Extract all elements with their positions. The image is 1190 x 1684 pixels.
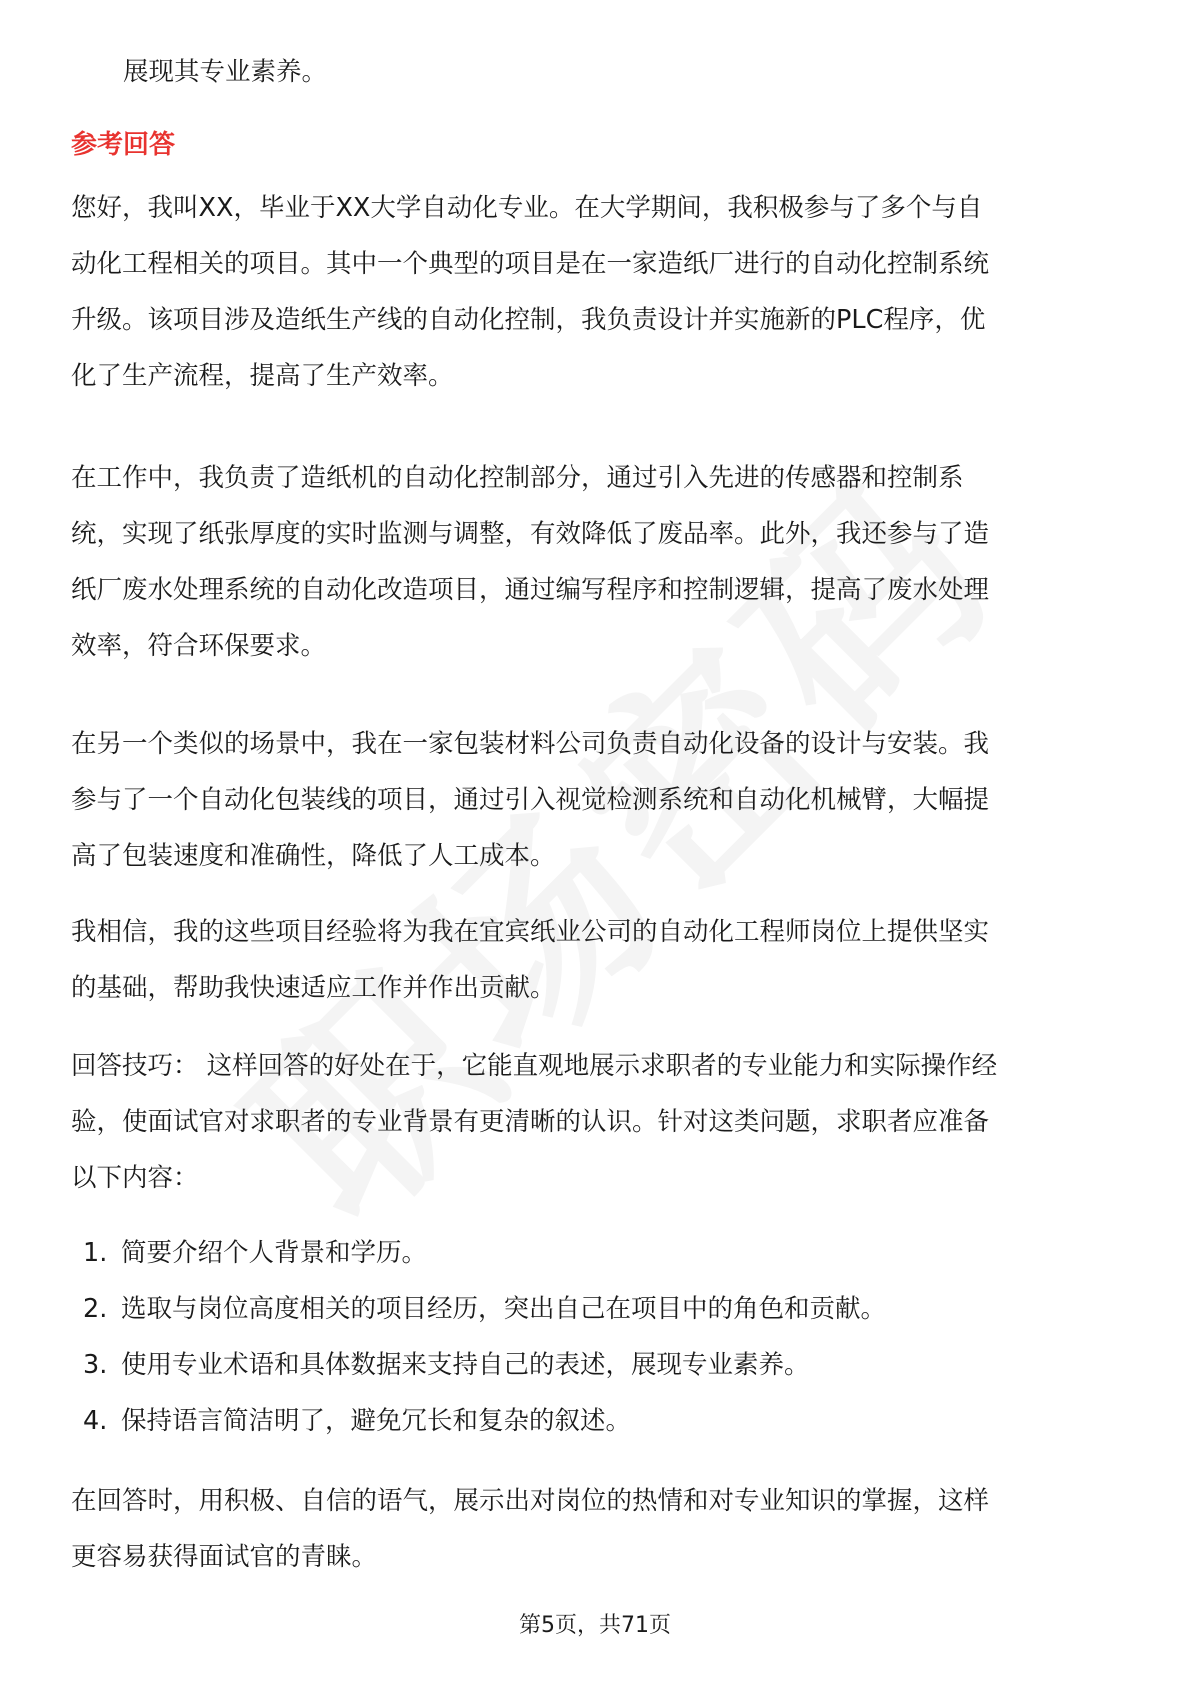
list-number: 4. [83, 1406, 108, 1436]
list-number: 1. [83, 1238, 108, 1268]
text-line: 更容易获得面试官的青睐。 [71, 1542, 378, 1572]
text-line: 参与了一个自动化包装线的项目，通过引入视觉检测系统和自动化机械臂，大幅提 [71, 785, 990, 815]
list-item [83, 1281, 886, 1337]
page-number-footer: 第5页，共71页 [519, 1613, 671, 1638]
text-line: 统，实现了纸张厚度的实时监测与调整，有效降低了废品率。此外，我还参与了造 [71, 519, 990, 549]
continued-text: 展现其专业素养。 [123, 57, 328, 87]
text-line: 以下内容： [71, 1163, 199, 1193]
list-text: 保持语言简洁明了，避免冗长和复杂的叙述。 [121, 1406, 632, 1436]
numbered-list [83, 1225, 886, 1449]
paragraph-belief [71, 904, 989, 1016]
text-line: 您好，我叫XX，毕业于XX大学自动化专业。在大学期间，我积极参与了多个与自 [71, 193, 983, 223]
text-line: 我相信，我的这些项目经验将为我在宜宾纸业公司的自动化工程师岗位上提供坚实 [71, 917, 990, 947]
list-text: 简要介绍个人背景和学历。 [121, 1238, 428, 1268]
paragraph-tips [71, 1038, 997, 1206]
list-number: 2. [83, 1294, 108, 1324]
text-line: 升级。该项目涉及造纸生产线的自动化控制，我负责设计并实施新的PLC程序，优 [71, 305, 986, 335]
text-line: 效率，符合环保要求。 [71, 631, 327, 661]
paragraph-work [71, 450, 989, 674]
list-item [83, 1225, 886, 1281]
list-item [83, 1393, 886, 1449]
text-line: 动化工程相关的项目。其中一个典型的项目是在一家造纸厂进行的自动化控制系统 [71, 249, 990, 279]
text-line: 纸厂废水处理系统的自动化改造项目，通过编写程序和控制逻辑，提高了废水处理 [71, 575, 990, 605]
list-item [83, 1337, 886, 1393]
list-text: 使用专业术语和具体数据来支持自己的表述，展现专业素养。 [121, 1350, 810, 1380]
text-line: 的基础，帮助我快速适应工作并作出贡献。 [71, 973, 556, 1003]
paragraph-packaging [71, 716, 989, 884]
list-number: 3. [83, 1350, 108, 1380]
text-line: 在回答时，用积极、自信的语气，展示出对岗位的热情和对专业知识的掌握，这样 [71, 1486, 990, 1516]
list-text: 选取与岗位高度相关的项目经历，突出自己在项目中的角色和贡献。 [121, 1294, 887, 1324]
text-line: 回答技巧： 这样回答的好处在于，它能直观地展示求职者的专业能力和实际操作经 [71, 1051, 998, 1081]
text-line: 在工作中，我负责了造纸机的自动化控制部分，通过引入先进的传感器和控制系 [71, 463, 964, 493]
paragraph-intro [71, 180, 989, 404]
text-line: 在另一个类似的场景中，我在一家包装材料公司负责自动化设备的设计与安装。我 [71, 729, 990, 759]
section-heading: 参考回答 [71, 130, 176, 160]
text-line: 化了生产流程，提高了生产效率。 [71, 361, 454, 391]
paragraph-closing [71, 1473, 989, 1585]
text-line: 验，使面试官对求职者的专业背景有更清晰的认识。针对这类问题，求职者应准备 [71, 1107, 990, 1137]
text-line: 高了包装速度和准确性，降低了人工成本。 [71, 841, 556, 871]
